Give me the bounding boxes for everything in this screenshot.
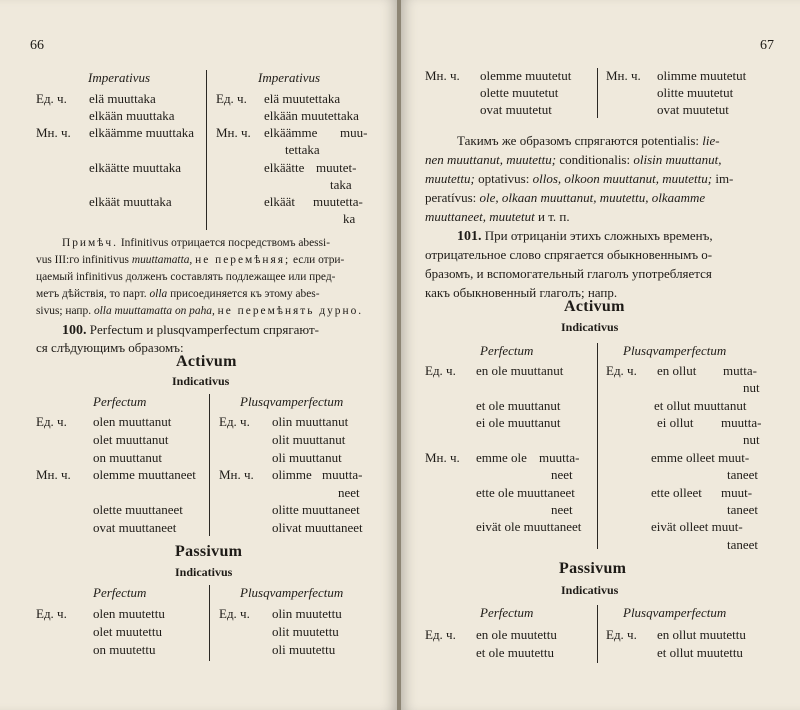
column-heading: Plusqvamperfectum xyxy=(240,585,344,600)
form-cell: oli muuttanut xyxy=(272,450,342,465)
row-label: Ед. ч. xyxy=(425,363,456,378)
form-cell: nut xyxy=(743,380,760,395)
section-title: Passivum xyxy=(559,560,627,577)
form-cell: elkäät xyxy=(264,194,296,209)
form-cell: on muutettu xyxy=(93,642,156,657)
form-cell: ovat muuttaneet xyxy=(93,520,177,535)
section-title: Activum xyxy=(564,298,625,315)
form-cell: emme olleet muut- xyxy=(651,450,750,465)
section-title: Activum xyxy=(176,353,237,370)
form-cell: mutta- xyxy=(723,363,757,378)
note-line: метъ дѣйствія, то парт. olla присоединяется къ этому abes- xyxy=(36,288,320,300)
form-cell: nut xyxy=(743,432,760,447)
paragraph-line: 101. При отрицаніи этихъ сложныхъ временъ, xyxy=(457,228,713,244)
paragraph-line: peratívus: ole, olkaan muuttanut, muutettu, olkaamme xyxy=(425,190,706,205)
row-label: Ед. ч. xyxy=(36,606,67,621)
page-number: 67 xyxy=(760,38,774,53)
column-heading: Plusqvamperfectum xyxy=(623,605,727,620)
row-label: Мн. ч. xyxy=(606,68,641,83)
paragraph-line: Такимъ же образомъ спрягаются potentialis: lie- xyxy=(457,133,720,148)
form-cell: olit muuttanut xyxy=(272,432,346,447)
section-subtitle: Indicativus xyxy=(175,565,233,579)
form-cell: elkäätte xyxy=(264,160,305,175)
form-cell: muu- xyxy=(340,125,368,140)
form-cell: olen muutettu xyxy=(93,606,165,621)
column-heading: Imperativus xyxy=(88,70,151,85)
section-title: Passivum xyxy=(175,543,243,560)
form-cell: et ollut muuttanut xyxy=(654,398,747,413)
form-cell: olemme muuttaneet xyxy=(93,467,196,482)
form-cell: et ole muutettu xyxy=(476,645,554,660)
form-cell: elä muuttaka xyxy=(89,91,156,106)
column-heading: Perfectum xyxy=(93,585,147,600)
row-label: Мн. ч. xyxy=(36,467,71,482)
form-cell: ka xyxy=(343,211,356,226)
form-cell: muutta- xyxy=(539,450,580,465)
form-cell: olivat muuttaneet xyxy=(272,520,363,535)
section-subtitle: Indicativus xyxy=(561,583,619,597)
paragraph-line: muutettu; optativus: ollos, olkoon muuttanut, muutettu; im- xyxy=(425,171,734,186)
form-cell: olet muuttanut xyxy=(93,432,169,447)
form-cell: neet xyxy=(338,485,360,500)
form-cell: oli muutettu xyxy=(272,642,336,657)
note-line: sivus; напр. olla muuttamatta on paha, не перемѣнять дурно. xyxy=(36,305,364,317)
row-label: Ед. ч. xyxy=(219,606,250,621)
form-cell: olet muutettu xyxy=(93,624,162,639)
form-cell: olimme xyxy=(272,467,312,482)
right-page xyxy=(401,0,800,710)
form-cell: on muuttanut xyxy=(93,450,162,465)
form-cell: olitte muutetut xyxy=(657,85,734,100)
form-cell: olette muuttaneet xyxy=(93,502,183,517)
row-label: Мн. ч. xyxy=(36,125,71,140)
column-divider xyxy=(206,70,207,230)
column-divider xyxy=(209,585,210,661)
form-cell: olin muuttanut xyxy=(272,414,349,429)
column-divider xyxy=(209,394,210,536)
form-cell: taneet xyxy=(727,502,759,517)
row-label: Ед. ч. xyxy=(606,363,637,378)
form-cell: taneet xyxy=(727,467,759,482)
form-cell: ette olleet xyxy=(651,485,702,500)
row-label: Ед. ч. xyxy=(219,414,250,429)
form-cell: elkäät muuttaka xyxy=(89,194,172,209)
row-label: Мн. ч. xyxy=(425,68,460,83)
row-label: Мн. ч. xyxy=(219,467,254,482)
paragraph-line: 100. Perfectum и plusqvamperfectum спрягают- xyxy=(62,322,319,338)
column-heading: Imperativus xyxy=(258,70,321,85)
note-line: vus III:го infinitivus muuttamatta, не перемѣняя; если отри- xyxy=(36,254,345,266)
row-label: Ед. ч. xyxy=(216,91,247,106)
form-cell: muut- xyxy=(721,485,753,500)
form-cell: ovat muutetut xyxy=(480,102,552,117)
left-page xyxy=(0,0,397,710)
paragraph-line: какъ обыкновенный глаголъ; напр. xyxy=(425,285,618,300)
column-heading: Perfectum xyxy=(480,343,534,358)
column-heading: Perfectum xyxy=(93,394,147,409)
form-cell: olette muutetut xyxy=(480,85,559,100)
section-subtitle: Indicativus xyxy=(172,374,230,388)
form-cell: olitte muuttaneet xyxy=(272,502,360,517)
column-divider xyxy=(597,68,598,118)
form-cell: en ollut muutettu xyxy=(657,627,746,642)
form-cell: elkäämme xyxy=(264,125,318,140)
form-cell: muutetta- xyxy=(313,194,363,209)
form-cell: olin muutettu xyxy=(272,606,342,621)
form-cell: eivät olleet muut- xyxy=(651,519,743,534)
form-cell: olen muuttanut xyxy=(93,414,172,429)
paragraph-line: отрицательное слово спрягается обыкновеннымъ о- xyxy=(425,247,713,262)
page-number: 66 xyxy=(30,38,44,53)
form-cell: en ole muutettu xyxy=(476,627,557,642)
form-cell: ei ollut xyxy=(657,415,694,430)
form-cell: elkäämme muuttaka xyxy=(89,125,195,140)
form-cell: elä muutettaka xyxy=(264,91,341,106)
form-cell: et ollut muutettu xyxy=(657,645,743,660)
form-cell: taneet xyxy=(727,537,759,552)
form-cell: et ole muuttanut xyxy=(476,398,561,413)
note-line: цаемый infinitivus долженъ составлять подлежащее или пред- xyxy=(36,271,336,283)
form-cell: en ollut xyxy=(657,363,697,378)
form-cell: muutta- xyxy=(322,467,363,482)
form-cell: ovat muutetut xyxy=(657,102,729,117)
form-cell: en ole muuttanut xyxy=(476,363,564,378)
column-heading: Plusqvamperfectum xyxy=(623,343,727,358)
form-cell: neet xyxy=(551,467,573,482)
form-cell: olemme muutetut xyxy=(480,68,572,83)
paragraph-line: ся слѣдующимъ образомъ: xyxy=(36,340,184,355)
form-cell: elkään muuttaka xyxy=(89,108,175,123)
form-cell: muutet- xyxy=(316,160,357,175)
row-label: Ед. ч. xyxy=(36,414,67,429)
form-cell: eivät ole muuttaneet xyxy=(476,519,582,534)
column-divider xyxy=(597,605,598,663)
section-subtitle: Indicativus xyxy=(561,320,619,334)
form-cell: elkään muutettaka xyxy=(264,108,359,123)
column-divider xyxy=(597,343,598,549)
form-cell: ei ole muuttanut xyxy=(476,415,561,430)
note-line: Примѣч. Infinitivus отрицается посредствомъ abessi- xyxy=(62,237,331,249)
form-cell: olit muutettu xyxy=(272,624,339,639)
form-cell: tettaka xyxy=(285,142,320,157)
row-label: Мн. ч. xyxy=(216,125,251,140)
form-cell: ette ole muuttaneet xyxy=(476,485,575,500)
row-label: Ед. ч. xyxy=(425,627,456,642)
form-cell: muutta- xyxy=(721,415,762,430)
form-cell: neet xyxy=(551,502,573,517)
form-cell: elkäätte muuttaka xyxy=(89,160,182,175)
paragraph-line: бразомъ, и вспомогательный глаголъ употребляется xyxy=(425,266,712,281)
paragraph-line: nen muuttanut, muutettu; conditionalis: olisin muuttanut, xyxy=(425,152,722,167)
paragraph-line: muuttaneet, muutetut и т. п. xyxy=(425,209,570,224)
column-heading: Plusqvamperfectum xyxy=(240,394,344,409)
row-label: Ед. ч. xyxy=(606,627,637,642)
row-label: Ед. ч. xyxy=(36,91,67,106)
form-cell: emme ole xyxy=(476,450,527,465)
row-label: Мн. ч. xyxy=(425,450,460,465)
column-heading: Perfectum xyxy=(480,605,534,620)
form-cell: olimme muutetut xyxy=(657,68,747,83)
form-cell: taka xyxy=(330,177,352,192)
